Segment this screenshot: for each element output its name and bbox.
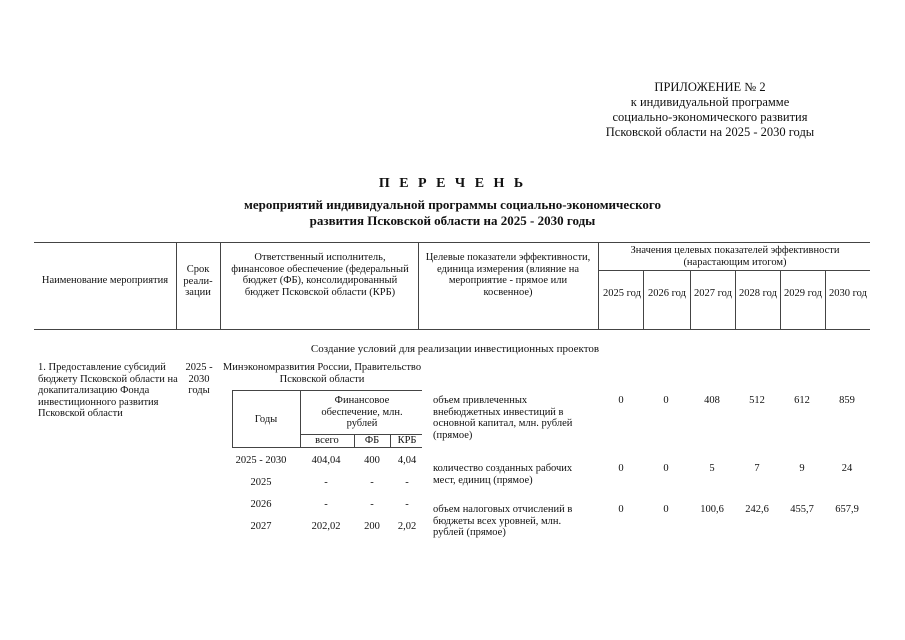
header-year: 2027 год: [694, 288, 732, 299]
appendix-line-1: ПРИЛОЖЕНИЕ № 2: [654, 80, 766, 94]
fin-row-total: -: [324, 477, 328, 488]
indicator-text: объем привлеченных внебюджетных инвестиций в основной капитал, млн. рублей (прямое): [433, 395, 573, 441]
indicator-value: 9: [799, 463, 805, 474]
indicator-value: 455,7: [790, 504, 814, 515]
fin-row-fb: 400: [364, 455, 380, 466]
indicator-text: объем налоговых отчислений в бюджеты всех уровней, млн. рублей (прямое): [433, 504, 573, 538]
fin-row-total: 202,02: [311, 521, 341, 532]
fin-row-krb: -: [405, 499, 409, 510]
indicator-value: 7: [754, 463, 760, 474]
fin-row-fb: -: [370, 499, 374, 510]
indicator-text: количество созданных рабочих мест, единиц (прямое): [433, 463, 573, 486]
appendix-line-3: социально-экономического развития: [612, 110, 808, 124]
indicator-value: 657,9: [835, 504, 859, 515]
table-top-border: [34, 242, 870, 243]
fin-row-year: 2025 - 2030: [235, 455, 287, 466]
header-col-divider: [780, 270, 781, 329]
header-year: 2026 год: [648, 288, 686, 299]
appendix-heading: [560, 80, 860, 140]
header-col-divider: [825, 270, 826, 329]
indicator-value: 0: [618, 395, 624, 406]
fin-row-year: 2025: [250, 477, 272, 488]
appendix-line-4: Псковской области на 2025 - 2030 годы: [605, 125, 815, 139]
fin-table-col-divider: [300, 390, 301, 447]
header-col-divider: [220, 242, 221, 329]
fin-table-col-divider: [390, 434, 391, 447]
fin-table-col-divider: [232, 390, 233, 447]
fin-row-year: 2027: [250, 521, 272, 532]
indicator-value: 100,6: [700, 504, 724, 515]
fin-row-total: -: [324, 499, 328, 510]
section-title: Создание условий для реализации инвестиционных проектов: [310, 343, 600, 355]
subtitle-line-2: развития Псковской области на 2025 - 2030 годы: [309, 213, 596, 228]
fin-row-total: 404,04: [311, 455, 341, 466]
indicator-value: 5: [709, 463, 715, 474]
header-col-divider: [735, 270, 736, 329]
header-year: 2025 год: [603, 288, 641, 299]
indicator-value: 408: [704, 395, 720, 406]
fin-row-fb: -: [370, 477, 374, 488]
fin-col-financing: Финансовое обеспечение, млн. рублей: [321, 395, 403, 429]
document-title: П Е Р Е Ч Е Н Ь: [378, 176, 527, 191]
header-col-divider: [690, 270, 691, 329]
header-values-group: Значения целевых показателей эффективности (нарастающим итогом): [630, 245, 840, 268]
header-name: Наименование мероприятия: [41, 275, 169, 286]
values-group-divider: [598, 270, 870, 271]
indicator-value: 859: [839, 395, 855, 406]
indicator-value: 512: [749, 395, 765, 406]
header-col-divider: [176, 242, 177, 329]
appendix-line-2: к индивидуальной программе: [630, 95, 790, 109]
fin-sub-fb: ФБ: [364, 435, 380, 446]
measure-term: 2025 - 2030 годы: [185, 362, 213, 396]
indicator-value: 612: [794, 395, 810, 406]
responsible-executor: Минэкономразвития России, Правительство Псковской области: [222, 362, 422, 385]
fin-table-header-bottom: [232, 447, 422, 448]
header-responsible: Ответственный исполнитель, финансовое обеспечение (федеральный бюджет (ФБ), консолидированный бюджет Псковской области (КРБ): [231, 252, 409, 298]
fin-sub-total: всего: [315, 435, 339, 446]
fin-row-krb: 2,02: [397, 521, 417, 532]
indicator-value: 24: [841, 463, 853, 474]
fin-row-krb: -: [405, 477, 409, 488]
header-year: 2028 год: [739, 288, 777, 299]
subtitle-line-1: мероприятий индивидуальной программы социально-экономического: [244, 197, 661, 212]
indicator-value: 0: [663, 504, 669, 515]
measure-name: 1. Предоставление субсидий бюджету Псковской области на докапитализацию Фонда инвестиционного развития Псковской области: [38, 362, 178, 419]
fin-row-krb: 4,04: [397, 455, 417, 466]
fin-table-top: [232, 390, 422, 391]
indicator-value: 0: [663, 395, 669, 406]
header-col-divider: [643, 270, 644, 329]
indicator-value: 0: [618, 463, 624, 474]
header-col-divider: [418, 242, 419, 329]
header-col-divider: [598, 242, 599, 329]
fin-row-year: 2026: [250, 499, 272, 510]
document-subtitle: [150, 197, 755, 229]
fin-sub-krb: КРБ: [397, 435, 417, 446]
header-term: Срок реали-зации: [183, 264, 213, 298]
indicator-value: 242,6: [745, 504, 769, 515]
fin-col-years: Годы: [254, 414, 278, 425]
header-year: 2030 год: [829, 288, 867, 299]
indicator-value: 0: [618, 504, 624, 515]
fin-row-fb: 200: [364, 521, 380, 532]
indicator-value: 0: [663, 463, 669, 474]
fin-table-col-divider: [354, 434, 355, 447]
table-header-bottom-border: [34, 329, 870, 330]
header-year: 2029 год: [784, 288, 822, 299]
header-target: Целевые показатели эффективности, единица измерения (влияние на мероприятие - прямое или косвенное): [425, 252, 591, 298]
